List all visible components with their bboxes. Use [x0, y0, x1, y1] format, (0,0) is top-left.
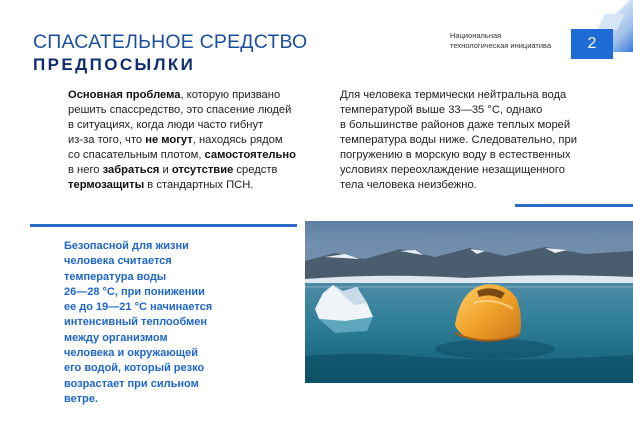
text-line: Безопасной для жизни: [64, 240, 189, 252]
org-line: Национальная: [450, 31, 502, 40]
text-line: погружению в морскую воду в естественных: [340, 149, 571, 161]
text-line: его водой, который резко: [64, 362, 205, 375]
text: средств: [233, 164, 278, 176]
text-line: температура воды ниже. Следовательно, при: [340, 134, 577, 146]
text: в него: [68, 164, 103, 176]
bold-text: термозащиты: [68, 179, 145, 191]
slide-title: СПАСАТЕЛЬНОЕ СРЕДСТВО: [33, 31, 308, 53]
organization-label: [450, 31, 580, 51]
text: и: [159, 164, 172, 176]
page-number: 2: [571, 29, 613, 59]
text-line: 26—28 °С, при понижении: [64, 285, 205, 298]
text-line: решить спассредство, это спасение людей: [68, 104, 292, 116]
text: в стандартных ПСН.: [144, 179, 254, 191]
org-line: технологическая инициатива: [450, 41, 552, 50]
text-line: температура воды: [64, 270, 167, 283]
text-line: ветре.: [64, 392, 98, 405]
text-line: между организмом: [64, 331, 168, 344]
text: со спасательным плотом,: [68, 149, 205, 161]
bold-text: не могут: [145, 134, 193, 146]
slide-subtitle: ПРЕДПОСЫЛКИ: [33, 55, 196, 74]
bold-text: Основная проблема: [68, 89, 181, 101]
text: , находясь рядом: [192, 134, 283, 146]
text: из-за того, что: [68, 134, 146, 146]
text-line: человека и окружающей: [64, 347, 198, 360]
temperature-paragraph: [340, 88, 610, 193]
bold-text: забраться: [102, 164, 160, 176]
text-line: в ситуациях, когда люди часто гибнут: [68, 119, 264, 131]
text-line: интенсивный теплообмен: [64, 316, 208, 329]
arctic-sea-photo: [305, 221, 633, 383]
text-line: возрастает при сильном: [64, 377, 199, 390]
text-line: условиях переохлаждение незащищенного: [340, 164, 565, 176]
problem-paragraph: [68, 88, 313, 193]
text: , которую призвано: [180, 89, 281, 101]
text-line: тела человека неизбежно.: [340, 179, 477, 191]
text-line: ее до 19—21 °С начинается: [64, 301, 213, 314]
text-line: [68, 133, 313, 148]
text-line: в большинстве районов даже теплых морей: [340, 119, 571, 131]
text-line: [68, 178, 313, 193]
text-line: [68, 148, 313, 163]
divider-line: [30, 224, 297, 227]
text-line: [68, 163, 313, 178]
text-line: человека считается: [64, 255, 172, 268]
bold-text: самостоятельно: [204, 149, 296, 161]
text-line: Для человека термически нейтральна вода: [340, 89, 567, 101]
side-note: [64, 239, 234, 407]
divider-line: [515, 204, 633, 207]
text-line: температурой выше 33—35 °С, однако: [340, 104, 543, 116]
bold-text: отсутствие: [171, 164, 234, 176]
text-line: [68, 88, 313, 103]
